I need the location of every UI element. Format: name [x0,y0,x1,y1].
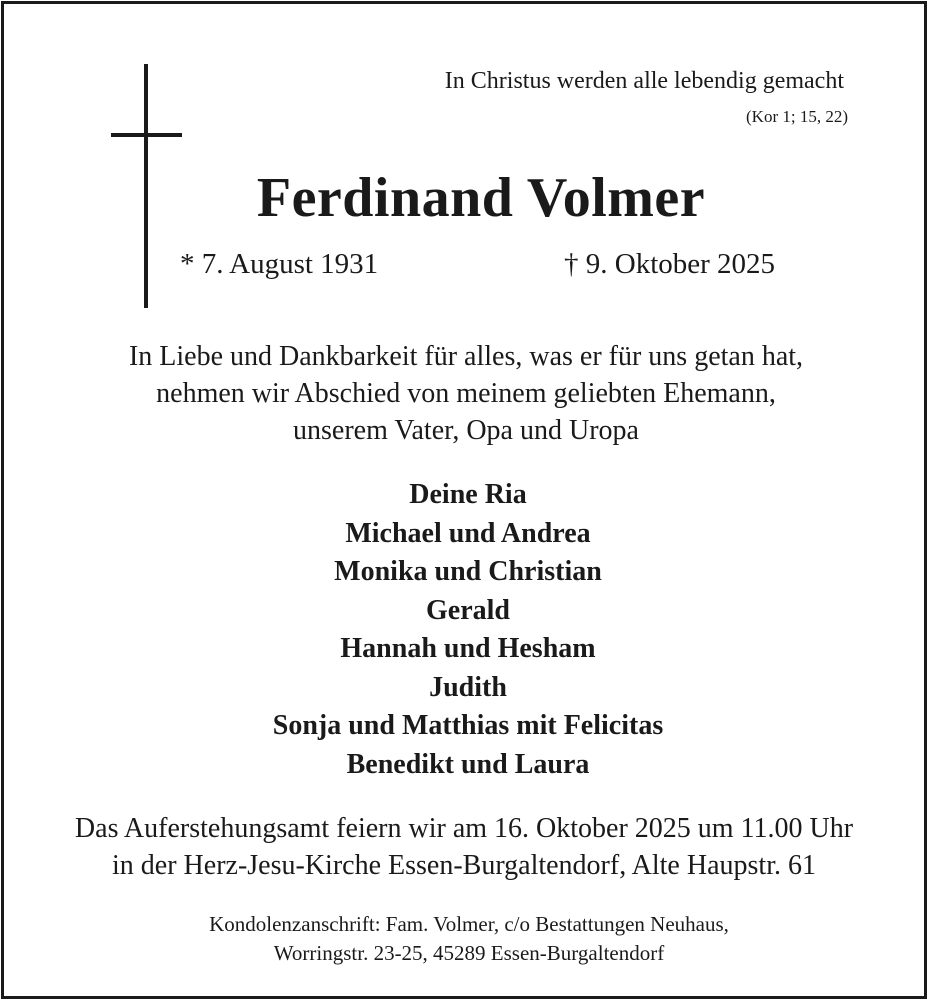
intro-line: unserem Vater, Opa und Uropa [293,415,639,446]
death-date: † 9. Oktober 2025 [564,248,776,280]
mourner-name: Sonja und Matthias mit Felicitas [272,710,664,741]
intro-line: nehmen wir Abschied von meinem geliebten Ehemann, [156,378,776,409]
bible-quote-reference: (Kor 1; 15, 22) [746,107,848,126]
contact-line: Worringstr. 23-25, 45289 Essen-Burgaltendorf [273,941,665,965]
intro-line: In Liebe und Dankbarkeit für alles, was er für uns getan hat, [128,341,804,372]
mourner-name: Monika und Christian [334,556,602,587]
intro-text [4,338,928,449]
service-line: in der Herz-Jesu-Kirche Essen-Burgaltendorf, Alte Haupstr. 61 [112,850,816,881]
mourner-name: Benedikt und Laura [346,748,590,780]
mourner-name: Gerald [426,594,510,626]
obituary-frame [1,1,927,999]
service-line: Das Auferstehungsamt feiern wir am 16. Oktober 2025 um 11.00 Uhr [74,813,854,844]
contact-line: Kondolenzanschrift: Fam. Volmer, c/o Bestattungen Neuhaus, [209,912,729,936]
mourner-name: Deine Ria [409,479,527,510]
birth-date: * 7. August 1931 [180,248,379,280]
mourner-name: Michael und Andrea [345,517,591,549]
bible-quote: In Christus werden alle lebendig gemacht [444,68,844,94]
mourner-name: Hannah und Hesham [340,633,596,664]
mourner-name: Judith [429,671,507,703]
deceased-name: Ferdinand Volmer [256,167,706,229]
condolence-address [4,910,928,968]
service-info [4,810,924,884]
cross-icon-bar [111,133,182,137]
mourners-list [4,476,928,784]
